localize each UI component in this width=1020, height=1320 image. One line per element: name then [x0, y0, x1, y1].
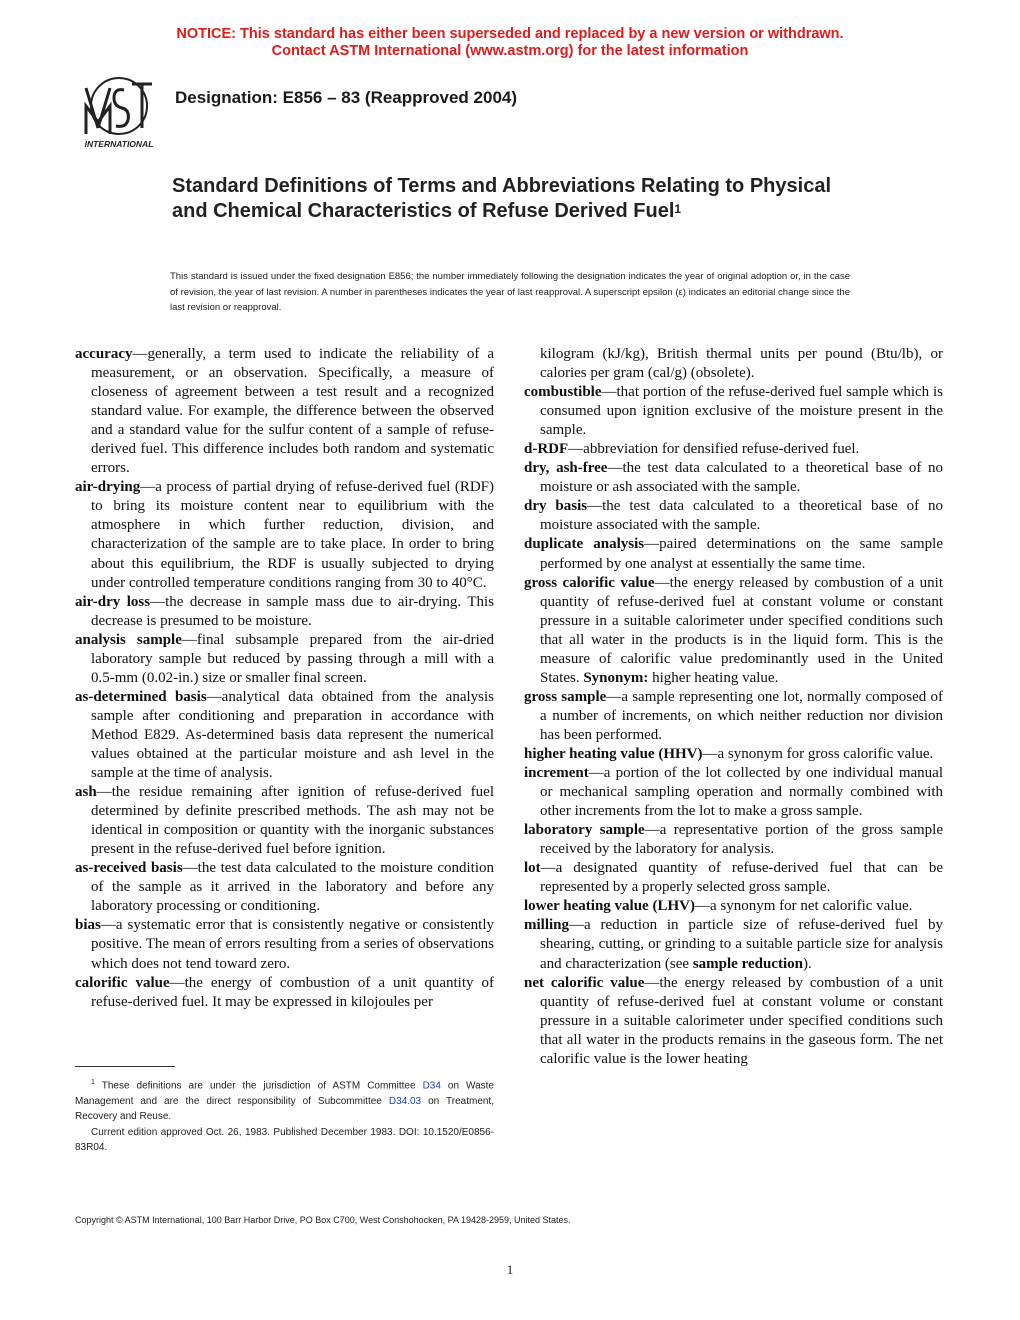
- copyright: Copyright © ASTM International, 100 Barr Harbor Drive, PO Box C700, West Conshohocken, PA 19428-2959, United States.: [75, 1215, 571, 1225]
- definition-entry: [75, 916, 494, 973]
- term: net calorific value: [524, 974, 645, 991]
- definition: —the test data calculated to a theoretical base of no moisture associated with the sample.: [540, 498, 944, 534]
- definition-entry: [524, 821, 943, 859]
- term: higher heating value (HHV): [524, 745, 703, 762]
- footnote-mark: 1: [91, 1079, 95, 1086]
- definition-entry: [75, 478, 494, 592]
- committee-link[interactable]: D34: [422, 1080, 441, 1092]
- definition: —the energy of combustion of a unit quantity of refuse-derived fuel. It may be expressed in kilojoules per: [91, 974, 494, 1010]
- definition-entry: [524, 916, 943, 973]
- definition-entry: [524, 459, 943, 497]
- definition-end: ).: [802, 955, 812, 972]
- term: increment: [524, 765, 589, 782]
- subcommittee-link[interactable]: D34.03: [388, 1095, 422, 1107]
- term: ash: [75, 784, 97, 801]
- footnote-divider: [75, 1066, 175, 1067]
- notice-banner: [0, 26, 1020, 60]
- definition: —abbreviation for densified refuse-derived fuel.: [568, 441, 860, 458]
- definition: —generally, a term used to indicate the reliability of a measurement, or an observation. Specifically, a measure of closeness of agreement between a test result and a recognized standard value. For example, the difference between the observed and a standard value for the sulfur content of a sample of refuse-derived fuel. This difference includes both random and systematic errors.: [91, 346, 494, 477]
- definition-entry: [75, 783, 494, 859]
- footnote-jurisdiction: [75, 1075, 494, 1125]
- term: air-dry loss: [75, 593, 151, 610]
- term: air-drying: [75, 479, 141, 496]
- definition-entry: [75, 631, 494, 688]
- footnote-text-c: on Treatment, Recovery and Reuse.: [75, 1095, 494, 1123]
- definition: —analytical data obtained from the analysis sample after conditioning and preparation in accordance with Method E829. As-determined basis data represent the numerical values obtained at the particular moisture and ash level in the sample at the time of analysis.: [91, 688, 494, 782]
- preamble: This standard is issued under the fixed designation E856; the number immediately following the designation indicates the year of original adoption or, in the case of revision, the year of last revision. A number in parentheses indicates the year of last reapproval. A superscript epsilon (ε) indicates an editorial change since the last revision or reapproval.: [170, 271, 850, 313]
- term: bias: [75, 917, 101, 934]
- notice-line-2: Contact ASTM International (www.astm.org) for the latest information: [271, 43, 749, 59]
- definition: —a reduction in particle size of refuse-derived fuel by shearing, cutting, or grinding to a suitable particle size for analysis and characterization (see: [540, 917, 943, 972]
- definition-entry: [524, 688, 943, 745]
- footnote: [75, 1075, 494, 1156]
- term: dry basis: [524, 498, 588, 515]
- definition-entry: [524, 574, 943, 688]
- term: analysis sample: [75, 631, 182, 648]
- term: gross calorific value: [524, 574, 655, 591]
- title-text: Standard Definitions of Terms and Abbreviations Relating to Physical and Chemical Characteristics of Refuse Derived Fuel: [172, 175, 831, 222]
- footnote-edition: Current edition approved Oct. 26, 1983. Published December 1983. DOI: 10.1520/E0856-83R04.: [75, 1126, 494, 1154]
- definition: —the test data calculated to a theoretical base of no moisture or ash associated with the sample.: [540, 460, 944, 496]
- definition-entry: [524, 974, 943, 1069]
- document-title: [172, 174, 852, 224]
- definition-entry: [524, 745, 943, 764]
- definition: —a synonym for net calorific value.: [694, 898, 913, 915]
- definition: —a systematic error that is consistently negative or consistently positive. The mean of errors resulting from a series of observations which does not tend toward zero.: [91, 917, 494, 972]
- definition: —the decrease in sample mass due to air-drying. This decrease is presumed to be moisture.: [91, 593, 494, 629]
- term: lower heating value (LHV): [524, 898, 695, 915]
- footnote-text-b: on Waste Management and are the direct responsibility of Subcommittee: [75, 1080, 494, 1107]
- definition: —the residue remaining after ignition of refuse-derived fuel determined by definite prescribed methods. The ash may not be identical in composition or quantity with the inorganic substances present in the refuse-derived fuel before ignition.: [91, 784, 494, 858]
- definition-entry: [75, 859, 494, 916]
- definition-entry: [524, 440, 943, 459]
- term: laboratory sample: [524, 822, 645, 839]
- definition: —a process of partial drying of refuse-derived fuel (RDF) to bring its moisture content near to equilibrium with the atmosphere in which further reduction, division, and characterization of the sample are to take place. In order to bring about this equilibrium, the RDF is usually subjected to drying under controlled temperature conditions ranging from 30 to 40°C.: [91, 479, 494, 591]
- definition-entry: [524, 535, 943, 573]
- definition: —that portion of the refuse-derived fuel sample which is consumed upon ignition exclusive of the moisture present in the sample.: [540, 384, 943, 439]
- term: combustible: [524, 384, 602, 401]
- astm-logo: [76, 74, 162, 150]
- term: as-received basis: [75, 860, 183, 877]
- definition-entry: [524, 897, 943, 916]
- definition-entry: [524, 859, 943, 897]
- page-number: 1: [506, 1262, 514, 1277]
- definition: —a sample representing one lot, normally composed of a number of increments, on which neither reduction nor division has been performed.: [540, 688, 944, 743]
- definition-entry: [75, 688, 494, 783]
- definition-entry: [524, 764, 943, 821]
- definition: —paired determinations on the same sample performed by one analyst at essentially the same time.: [540, 536, 943, 572]
- definition: —the energy released by combustion of a unit quantity of refuse-derived fuel at constant volume or constant pressure in a suitable calorimeter under specified conditions such that all water in the products remains in the gaseous form. The net calorific value is the lower heating: [540, 974, 943, 1067]
- synonym-value: higher heating value.: [648, 669, 779, 686]
- logo-text: INTERNATIONAL: [84, 139, 154, 149]
- definition-continuation: kilogram (kJ/kg), British thermal units per pound (Btu/lb), or calories per gram (cal/g) (obsolete).: [540, 346, 943, 382]
- term: calorific value: [75, 974, 170, 991]
- definition-entry: [75, 345, 494, 478]
- cross-reference: sample reduction: [692, 955, 803, 972]
- definition-entry: [75, 974, 494, 1012]
- term: duplicate analysis: [524, 536, 645, 553]
- definition: —a representative portion of the gross sample received by the laboratory for analysis.: [540, 822, 943, 858]
- definition: —final subsample prepared from the air-dried laboratory sample but reduced by passing through a mill with a 0.5-mm (0.02-in.) size or smaller final screen.: [91, 631, 494, 686]
- term: d-RDF: [524, 441, 569, 458]
- definition: —the energy released by combustion of a unit quantity of refuse-derived fuel at constant volume or constant pressure in a suitable calorimeter under specified conditions such that all water in the products is in the liquid form. This is the measure of calorific value predominantly used in the United States.: [540, 574, 944, 686]
- term: accuracy: [75, 346, 133, 362]
- term: dry, ash-free: [524, 460, 608, 477]
- right-column: [524, 345, 943, 1069]
- designation: Designation: E856 – 83 (Reapproved 2004): [175, 88, 518, 107]
- definition-entry: [524, 497, 943, 535]
- synonym-label: Synonym:: [583, 669, 649, 686]
- term: gross sample: [524, 688, 607, 705]
- term: milling: [524, 917, 570, 934]
- title-footnote-mark: 1: [674, 202, 682, 216]
- term: as-determined basis: [75, 688, 207, 705]
- term: lot: [524, 860, 541, 877]
- definition: —a portion of the lot collected by one individual manual or mechanical sampling operation and normally combined with other increments from the lot to make a gross sample.: [540, 765, 943, 820]
- definition-entry: [75, 593, 494, 631]
- footnote-text-a: These definitions are under the jurisdiction of ASTM Committee: [94, 1080, 423, 1092]
- definition: —a synonym for gross calorific value.: [702, 745, 934, 762]
- definition: —a designated quantity of refuse-derived fuel that can be represented by a properly selected gross sample.: [540, 860, 943, 896]
- left-column: [75, 345, 494, 1012]
- definition: —the test data calculated to the moisture condition of the sample as it arrived in the laboratory and before any laboratory processing or conditioning.: [91, 860, 494, 915]
- definition-entry: [524, 383, 943, 440]
- notice-line-1: NOTICE: This standard has either been superseded and replaced by a new version or withdrawn.: [176, 26, 844, 42]
